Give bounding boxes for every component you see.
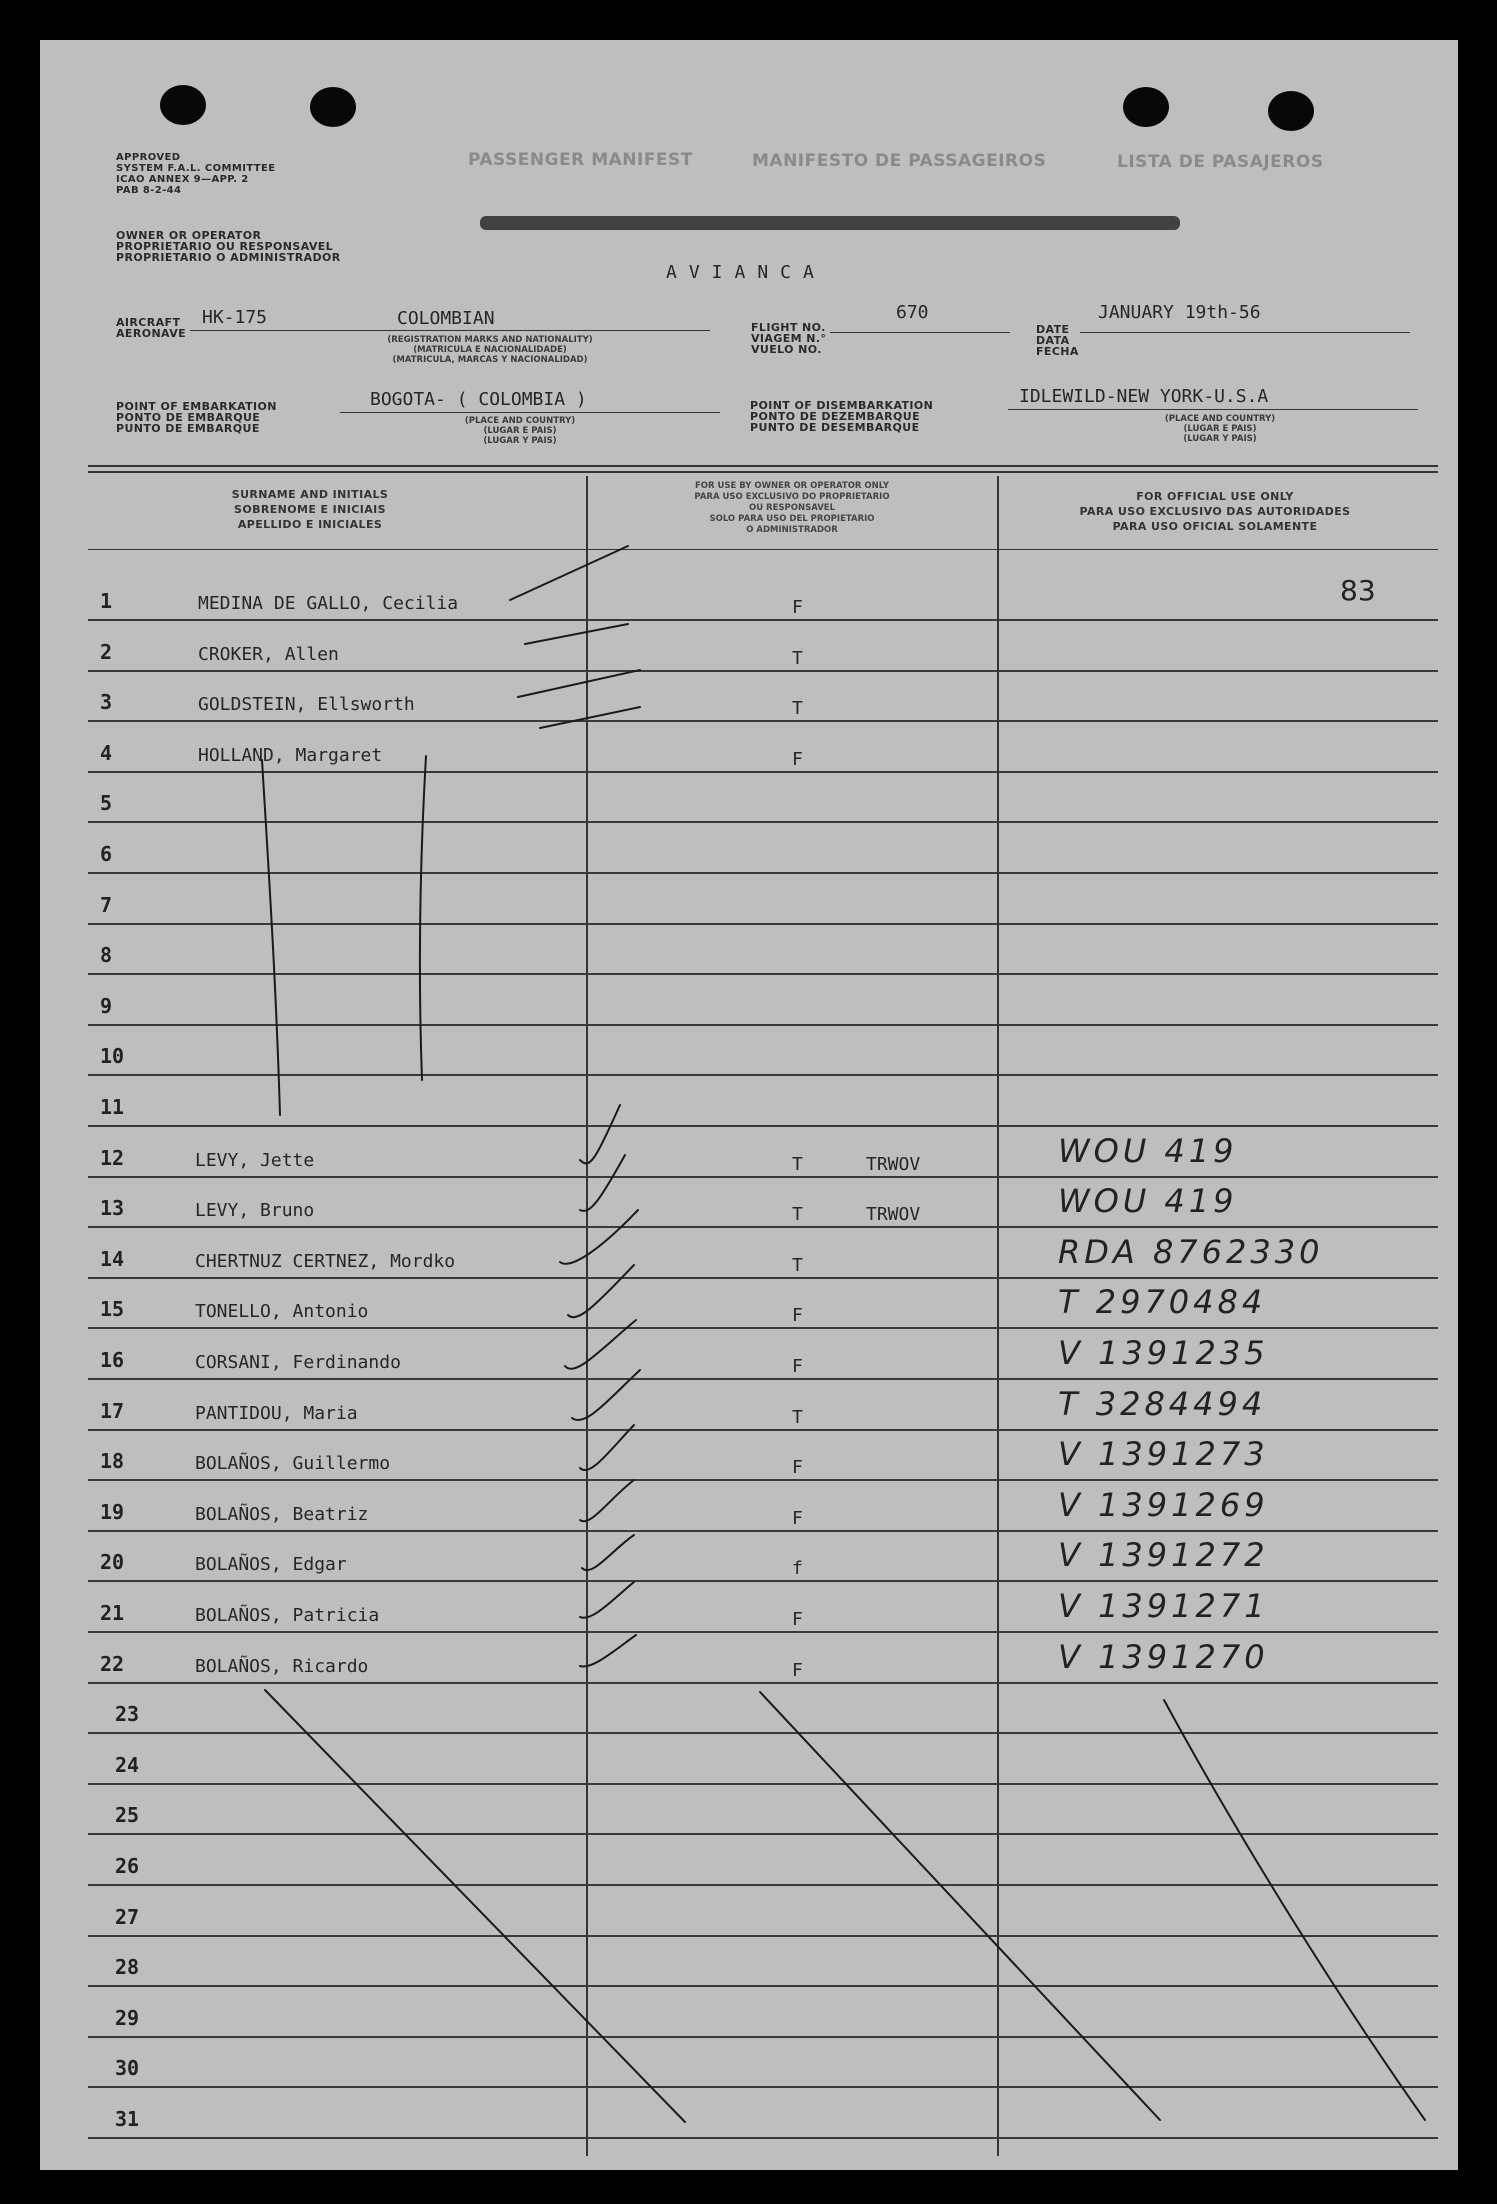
passenger-name: MEDINA DE GALLO, Cecilia [198, 593, 459, 614]
manifest-sheet [40, 40, 1458, 2170]
row-number: 5 [100, 791, 113, 816]
passenger-class: TRWOV [866, 1153, 921, 1175]
passenger-name: LEVY, Bruno [195, 1200, 315, 1222]
date-label-line: DATA [1036, 334, 1070, 347]
check-mark [540, 707, 640, 728]
caption-line: (LUGAR E PAIS) [1183, 424, 1257, 434]
passport-number: V 1391235 [1058, 1334, 1269, 1372]
check-mark [580, 1480, 634, 1521]
column-header-line: OU RESPONSAVEL [748, 503, 836, 513]
caption-line: (PLACE AND COUNTRY) [464, 416, 576, 426]
row-number: 12 [100, 1145, 125, 1170]
cancel-line [760, 1692, 1160, 2120]
passport-number: T 3284494 [1058, 1384, 1267, 1423]
check-mark [580, 1105, 620, 1163]
row-number: 26 [115, 1854, 140, 1878]
embarkation-label-line: POINT OF EMBARKATION [116, 400, 277, 413]
passenger-code: T [792, 1153, 803, 1175]
caption-line: (LUGAR E PAIS) [483, 426, 557, 436]
check-mark [518, 670, 640, 697]
disembarkation-label-line: PUNTO DE DESEMBARQUE [750, 421, 920, 434]
heading-pt: MANIFESTO DE PASSAGEIROS [752, 151, 1047, 171]
row-number: 18 [100, 1449, 125, 1474]
check-mark [510, 546, 628, 600]
passport-number: WOU 419 [1058, 1131, 1238, 1170]
row-number: 6 [100, 842, 113, 866]
caption-line: (REGISTRATION MARKS AND NATIONALITY) [387, 335, 593, 345]
row-number: 25 [115, 1803, 140, 1828]
aircraft-registration: HK-175 [202, 307, 268, 328]
operator-name: AVIANCA [666, 262, 826, 283]
passenger-name: BOLAÑOS, Edgar [195, 1554, 347, 1576]
disembarkation-value: IDLEWILD-NEW YORK-U.S.A [1019, 386, 1269, 407]
passenger-name: LEVY, Jette [195, 1149, 315, 1171]
check-mark [580, 1582, 634, 1618]
approval-line: ICAO ANNEX 9—APP. 2 [116, 174, 249, 185]
row-number: 17 [100, 1398, 125, 1423]
flight-label-line: FLIGHT NO. [751, 321, 826, 334]
official-count: 83 [1340, 574, 1376, 607]
passport-number: V 1391269 [1058, 1485, 1269, 1524]
date-label-line: DATE [1036, 323, 1070, 336]
row-number: 4 [100, 740, 113, 765]
row-number: 30 [115, 2056, 140, 2081]
passenger-name: PANTIDOU, Maria [195, 1402, 358, 1424]
passenger-code: F [792, 748, 803, 770]
passenger-name: CROKER, Allen [198, 643, 339, 665]
check-mark [525, 624, 628, 644]
row-number: 31 [115, 2107, 140, 2131]
check-mark [580, 1635, 636, 1667]
passport-number: WOU 419 [1058, 1182, 1238, 1221]
passenger-code: F [792, 1659, 803, 1681]
row-number: 15 [100, 1297, 125, 1322]
passenger-code: F [792, 1507, 803, 1529]
row-number: 19 [100, 1499, 125, 1524]
check-mark [580, 1425, 634, 1470]
column-header-line: O ADMINISTRADOR [746, 525, 838, 535]
disembarkation-label-line: PONTO DE DEZEMBARQUE [750, 410, 921, 423]
bracket-line [420, 756, 426, 1080]
passport-number: V 1391273 [1058, 1435, 1269, 1474]
passenger-code: F [792, 597, 803, 618]
row-number: 24 [115, 1752, 140, 1777]
passenger-code: f [792, 1558, 803, 1580]
passenger-name: CORSANI, Ferdinando [195, 1352, 401, 1373]
passenger-code: F [792, 1356, 803, 1377]
owner-label-line: OWNER OR OPERATOR [116, 229, 262, 242]
column-header-line: PARA USO OFICIAL SOLAMENTE [1112, 520, 1318, 533]
row-number: 20 [100, 1550, 125, 1575]
heading-es: LISTA DE PASAJEROS [1117, 152, 1324, 172]
caption-line: (LUGAR Y PAIS) [483, 436, 557, 446]
passport-number: RDA 8762330 [1058, 1232, 1324, 1271]
row-number: 16 [100, 1348, 125, 1372]
passport-number: V 1391271 [1058, 1587, 1269, 1625]
check-mark [568, 1265, 634, 1317]
owner-label-line: PROPRIETARIO OU RESPONSAVEL [116, 240, 334, 253]
approval-line: SYSTEM F.A.L. COMMITTEE [116, 163, 276, 174]
row-number: 1 [100, 589, 113, 613]
embarkation-label-line: PUNTO DE EMBARQUE [116, 422, 260, 435]
row-number: 11 [100, 1095, 125, 1119]
column-header-line: SOLO PARA USO DEL PROPIETARIO [709, 514, 875, 524]
caption-line: (LUGAR Y PAIS) [1183, 434, 1257, 444]
passenger-code: T [792, 647, 803, 669]
row-number: 28 [115, 1955, 140, 1980]
caption-line: (MATRICULA, MARCAS Y NACIONALIDAD) [392, 355, 588, 365]
row-number: 22 [100, 1651, 125, 1676]
row-number: 9 [100, 993, 113, 1018]
caption-line: (MATRICULA E NACIONALIDADE) [413, 345, 567, 355]
row-number: 14 [100, 1246, 125, 1271]
passenger-code: T [792, 1254, 803, 1276]
check-mark [565, 1320, 636, 1369]
owner-label-line: PROPRIETARIO O ADMINISTRADOR [116, 251, 341, 264]
row-number: 23 [115, 1702, 140, 1727]
passenger-name: BOLAÑOS, Beatriz [195, 1503, 369, 1525]
passenger-code: F [792, 1305, 803, 1327]
passenger-code: T [792, 1406, 803, 1428]
date-value: JANUARY 19th-56 [1098, 302, 1261, 323]
row-number: 27 [115, 1904, 140, 1929]
check-mark [560, 1210, 638, 1264]
passenger-name: HOLLAND, Margaret [198, 744, 383, 766]
column-header-line: PARA USO EXCLUSIVO DAS AUTORIDADES [1079, 505, 1351, 518]
aircraft-label-line: AERONAVE [116, 327, 187, 340]
passenger-name: CHERTNUZ CERTNEZ, Mordko [195, 1250, 456, 1272]
handwritten-marks [40, 40, 1458, 2170]
row-number: 2 [100, 639, 113, 664]
passport-number: V 1391270 [1058, 1637, 1269, 1676]
flight-label-line: VIAGEM N.° [751, 332, 827, 345]
row-number: 21 [100, 1601, 125, 1625]
cancel-line [265, 1690, 685, 2122]
approval-line: APPROVED [116, 152, 181, 163]
column-header-line: SOBRENOME E INICIAIS [234, 503, 386, 516]
passenger-name: BOLAÑOS, Ricardo [195, 1655, 369, 1677]
passport-number: V 1391272 [1058, 1536, 1269, 1575]
flight-label-line: VUELO NO. [751, 343, 822, 356]
row-number: 3 [100, 690, 113, 715]
passenger-code: T [792, 698, 803, 720]
disembarkation-label-line: POINT OF DISEMBARKATION [750, 399, 934, 412]
row-number: 10 [100, 1044, 125, 1069]
embarkation-value: BOGOTA- ( COLOMBIA ) [370, 389, 587, 410]
approval-line: PAB 8-2-44 [116, 185, 182, 196]
column-header-line: APELLIDO E INICIALES [237, 518, 383, 531]
date-label-line: FECHA [1036, 345, 1079, 358]
passenger-name: BOLAÑOS, Patricia [195, 1605, 380, 1626]
column-header-line: PARA USO EXCLUSIVO DO PROPRIETARIO [694, 492, 890, 502]
passenger-code: F [792, 1609, 803, 1630]
row-number: 13 [100, 1196, 125, 1221]
passenger-code: F [792, 1457, 803, 1479]
check-mark [582, 1535, 634, 1570]
check-mark [572, 1370, 640, 1420]
embarkation-label-line: PONTO DE EMBARQUE [116, 411, 261, 424]
row-number: 7 [100, 892, 113, 917]
column-header-line: SURNAME AND INITIALS [231, 488, 389, 501]
column-header-line: FOR USE BY OWNER OR OPERATOR ONLY [694, 481, 890, 491]
caption-line: (PLACE AND COUNTRY) [1164, 414, 1276, 424]
cancel-line [1164, 1700, 1425, 2120]
row-number: 8 [100, 943, 113, 968]
passenger-class: TRWOV [866, 1204, 921, 1226]
passenger-name: BOLAÑOS, Guillermo [195, 1453, 391, 1475]
heading-en: PASSENGER MANIFEST [468, 150, 693, 170]
aircraft-label-line: AIRCRAFT [116, 316, 181, 329]
passport-number: T 2970484 [1058, 1283, 1267, 1322]
aircraft-nationality: COLOMBIAN [397, 308, 495, 329]
column-header-line: FOR OFFICIAL USE ONLY [1136, 490, 1294, 503]
flight-number: 670 [896, 302, 929, 323]
passenger-code: T [792, 1204, 803, 1226]
passenger-name: GOLDSTEIN, Ellsworth [198, 694, 415, 716]
row-number: 29 [115, 2005, 140, 2030]
bracket-line [262, 760, 280, 1115]
passenger-name: TONELLO, Antonio [195, 1301, 369, 1323]
